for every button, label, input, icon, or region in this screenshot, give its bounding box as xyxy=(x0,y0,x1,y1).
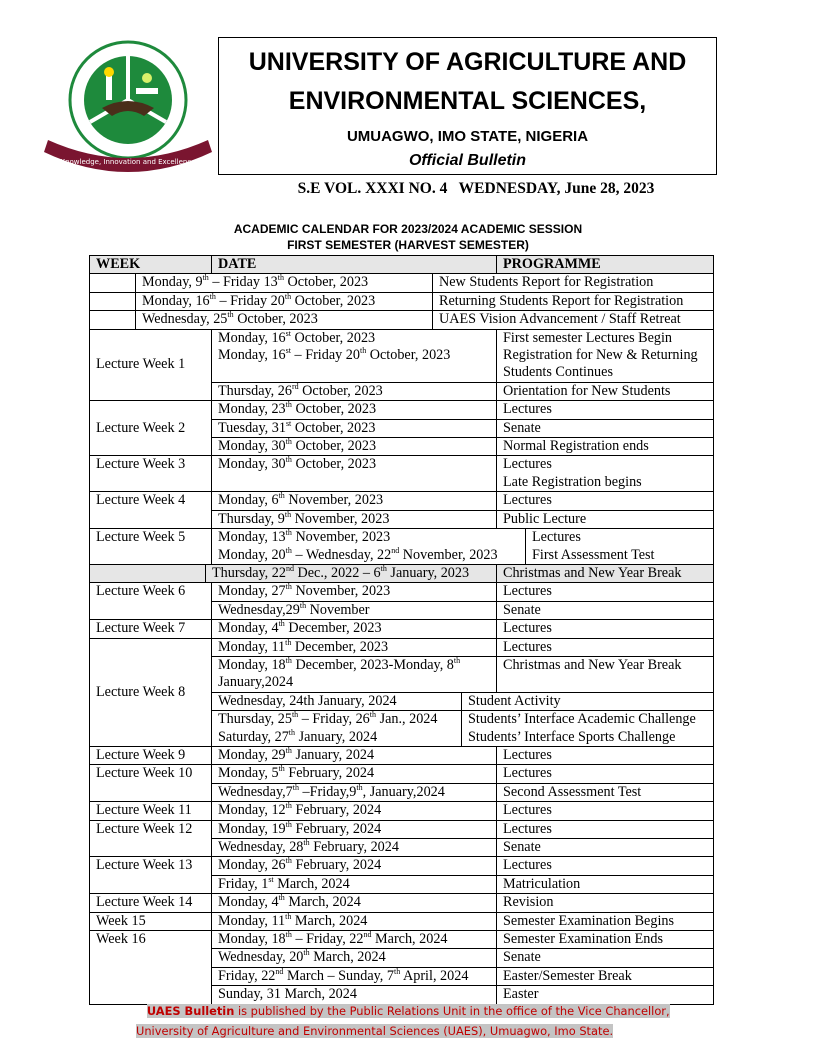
programme-cell xyxy=(497,839,714,857)
programme-cell xyxy=(497,565,714,583)
prog-line: Revision xyxy=(503,894,554,911)
date-cell xyxy=(212,784,497,802)
date-cell xyxy=(212,330,497,383)
date-line: Monday, 16th – Friday 20th October, 2023 xyxy=(142,292,376,309)
table-row xyxy=(212,529,714,565)
date-line: Monday, 11th December, 2023 xyxy=(218,638,389,655)
programme-cell xyxy=(497,511,714,529)
date-line: Monday, 20th – Wednesday, 22nd November, 2023 xyxy=(218,545,498,563)
calendar-group xyxy=(90,639,714,747)
table-row xyxy=(212,876,714,894)
programme-cell xyxy=(497,330,714,383)
programme-cell xyxy=(497,802,714,820)
date-line xyxy=(218,364,496,381)
table-row xyxy=(212,639,714,657)
prog-line: UAES Vision Advancement / Staff Retreat xyxy=(439,311,681,328)
programme-cell xyxy=(497,492,714,510)
table-row xyxy=(212,968,714,986)
programme-cell xyxy=(497,420,714,438)
date-cell xyxy=(212,693,462,711)
date-cell xyxy=(212,438,497,456)
date-cell xyxy=(212,913,497,931)
calendar-group xyxy=(90,857,714,894)
calendar-table xyxy=(89,255,714,1005)
prog-line: Returning Students Report for Registration xyxy=(439,292,684,309)
date-line: Monday, 16st October, 2023 xyxy=(218,329,376,346)
prog-line: Second Assessment Test xyxy=(503,783,642,800)
prog-line: Lectures xyxy=(503,456,552,473)
prog-line: Students Continues xyxy=(503,364,613,381)
week-label: Lecture Week 10 xyxy=(90,765,212,802)
date-line: Saturday, 27th January, 2024 xyxy=(218,727,378,745)
prog-line: Students’ Interface Sports Challenge xyxy=(468,728,676,745)
programme-cell xyxy=(433,311,714,329)
date-line: Monday, 9th – Friday 13th October, 2023 xyxy=(142,274,369,291)
table-row xyxy=(212,438,714,456)
date-line: Monday, 6th November, 2023 xyxy=(218,492,384,509)
title-line-2: ENVIRONMENTAL SCIENCES, xyxy=(288,87,647,115)
table-row xyxy=(212,931,714,949)
prog-line: New Students Report for Registration xyxy=(439,274,654,291)
calendar-group xyxy=(90,456,714,492)
date-line: Thursday, 26rd October, 2023 xyxy=(218,382,383,399)
prog-line: Lectures xyxy=(532,529,581,546)
date-cell xyxy=(212,857,497,875)
week-label: Lecture Week 5 xyxy=(90,529,212,565)
date-cell xyxy=(212,839,497,857)
prog-line: Lectures xyxy=(503,857,552,874)
programme-cell xyxy=(497,894,714,912)
prog-line: First semester Lectures Begin xyxy=(503,329,673,346)
calendar-subheading: FIRST SEMESTER (HARVEST SEMESTER) xyxy=(287,238,529,252)
prog-line: Lectures xyxy=(503,492,552,509)
week-label xyxy=(90,293,136,311)
programme-cell xyxy=(497,456,714,492)
prog-line: Matriculation xyxy=(503,875,581,892)
issue-line: S.E VOL. XXXI NO. 4 WEDNESDAY, June 28, 2023 xyxy=(297,180,655,197)
date-cell xyxy=(212,747,497,765)
week-label: Lecture Week 7 xyxy=(90,620,212,638)
calendar-group xyxy=(90,821,714,858)
programme-cell xyxy=(497,949,714,967)
programme-cell xyxy=(497,583,714,601)
date-line: Monday, 12th February, 2024 xyxy=(218,802,382,819)
calendar-group xyxy=(90,765,714,802)
table-row xyxy=(212,747,714,765)
prog-line: Semester Examination Begins xyxy=(503,912,675,929)
programme-cell xyxy=(497,765,714,783)
programme-cell xyxy=(433,293,714,311)
programme-cell xyxy=(462,693,714,711)
calendar-group xyxy=(90,330,714,402)
table-row xyxy=(212,821,714,839)
table-row xyxy=(212,857,714,875)
date-cell xyxy=(212,876,497,894)
prog-line: Christmas and New Year Break xyxy=(503,564,682,581)
calendar-group xyxy=(90,802,714,820)
prog-line: Senate xyxy=(503,601,541,618)
prog-line: Students’ Interface Academic Challenge xyxy=(468,711,696,728)
calendar-group xyxy=(90,583,714,620)
week-label: Lecture Week 6 xyxy=(90,583,212,620)
date-line: Monday, 29th January, 2024 xyxy=(218,746,375,763)
table-row xyxy=(212,492,714,510)
calendar-group xyxy=(90,293,714,311)
prog-line: Late Registration begins xyxy=(503,473,642,490)
date-cell xyxy=(212,401,497,419)
table-row xyxy=(212,839,714,857)
week-label: Lecture Week 12 xyxy=(90,821,212,858)
date-line: Monday, 16st – Friday 20th October, 2023 xyxy=(218,346,451,364)
calendar-group xyxy=(90,565,714,583)
prog-line: Registration for New & Returning xyxy=(503,347,698,364)
date-cell xyxy=(212,968,497,986)
date-cell xyxy=(212,821,497,839)
footer-line1: is published by the Public Relations Unit in the office of the Vice Chancellor, xyxy=(234,1004,670,1018)
prog-line: Senate xyxy=(503,949,541,966)
table-row xyxy=(212,693,714,711)
week-label: Lecture Week 11 xyxy=(90,802,212,820)
table-row xyxy=(212,456,714,492)
date-line: Wednesday, 25th October, 2023 xyxy=(142,311,318,328)
calendar-group xyxy=(90,620,714,638)
programme-cell xyxy=(462,711,714,747)
calendar-group xyxy=(90,274,714,292)
title-line-1: UNIVERSITY OF AGRICULTURE AND xyxy=(248,48,687,76)
programme-cell xyxy=(497,784,714,802)
prog-line: Lectures xyxy=(503,638,552,655)
date-line: Monday, 4th December, 2023 xyxy=(218,620,382,637)
table-row xyxy=(212,657,714,693)
location: UMUAGWO, IMO STATE, NIGERIA xyxy=(346,128,589,145)
prog-line: Easter xyxy=(503,986,539,1003)
programme-cell xyxy=(433,274,714,292)
date-cell xyxy=(212,765,497,783)
date-line: Thursday, 25th – Friday, 26th Jan., 2024 xyxy=(218,711,438,728)
table-row xyxy=(212,330,714,383)
date-cell xyxy=(212,492,497,510)
programme-cell xyxy=(497,657,714,693)
date-line: Thursday, 9th November, 2023 xyxy=(218,510,390,527)
programme-cell xyxy=(526,529,714,565)
footer xyxy=(136,1001,670,1041)
programme-cell xyxy=(497,401,714,419)
date-cell xyxy=(212,657,497,693)
date-line: Monday, 4th March, 2024 xyxy=(218,894,361,911)
date-line: Monday, 26th February, 2024 xyxy=(218,857,382,874)
prog-line: Senate xyxy=(503,839,541,855)
calendar-group xyxy=(90,913,714,931)
week-label: Week 16 xyxy=(90,931,212,1005)
date-line: Tuesday, 31st October, 2023 xyxy=(218,419,376,436)
date-line: January,2024 xyxy=(218,674,294,691)
date-line: Friday, 1st March, 2024 xyxy=(218,875,350,892)
programme-cell xyxy=(497,383,714,401)
table-row xyxy=(212,383,714,401)
date-line: Wednesday, 24th January, 2024 xyxy=(218,692,397,709)
prog-line: Lectures xyxy=(503,401,552,418)
date-cell xyxy=(212,511,497,529)
week-label xyxy=(90,565,206,583)
table-row xyxy=(212,401,714,419)
date-cell xyxy=(212,639,497,657)
table-row xyxy=(212,511,714,529)
date-line: Monday, 18th – Friday, 22nd March, 2024 xyxy=(218,931,448,948)
table-row xyxy=(212,602,714,620)
header-week: WEEK xyxy=(90,256,212,274)
prog-line: Lectures xyxy=(503,620,552,637)
week-label: Lecture Week 8 xyxy=(90,639,212,747)
university-logo xyxy=(40,36,216,186)
date-cell xyxy=(136,311,433,329)
programme-cell xyxy=(497,931,714,949)
prog-line: Christmas and New Year Break xyxy=(503,656,682,673)
date-line: Monday, 27th November, 2023 xyxy=(218,583,391,600)
table-row xyxy=(212,802,714,820)
date-line: Monday, 30th October, 2023 xyxy=(218,456,377,473)
table-row xyxy=(212,765,714,783)
date-cell xyxy=(212,602,497,620)
bulletin-label: Official Bulletin xyxy=(408,152,527,169)
prog-line: First Assessment Test xyxy=(532,546,655,563)
masthead xyxy=(218,37,717,175)
programme-cell xyxy=(497,639,714,657)
date-line: Monday, 23th October, 2023 xyxy=(218,401,377,418)
prog-line: Public Lecture xyxy=(503,510,587,527)
week-label: Lecture Week 3 xyxy=(90,456,212,492)
date-line: Monday, 11th March, 2024 xyxy=(218,912,368,929)
date-cell xyxy=(212,583,497,601)
date-cell xyxy=(136,293,433,311)
date-cell xyxy=(212,949,497,967)
programme-cell xyxy=(497,821,714,839)
date-cell xyxy=(212,711,462,747)
date-line: Monday, 5th February, 2024 xyxy=(218,765,375,782)
date-line: Thursday, 22nd Dec., 2022 – 6th January, 2023 xyxy=(212,564,470,581)
week-label: Lecture Week 1 xyxy=(90,330,212,402)
programme-cell xyxy=(497,913,714,931)
programme-cell xyxy=(497,968,714,986)
date-line: Wednesday,7th –Friday,9th, January,2024 xyxy=(218,783,445,800)
table-header xyxy=(90,256,714,274)
week-label: Lecture Week 2 xyxy=(90,401,212,456)
calendar-group xyxy=(90,401,714,456)
calendar-group xyxy=(90,747,714,765)
date-cell xyxy=(212,529,526,565)
date-cell xyxy=(212,894,497,912)
programme-cell xyxy=(497,438,714,456)
footer-line2: University of Agriculture and Environmental Sciences (UAES), Umuagwo, Imo State. xyxy=(136,1024,614,1038)
date-cell xyxy=(212,420,497,438)
table-row xyxy=(212,420,714,438)
calendar-group xyxy=(90,894,714,912)
calendar-group xyxy=(90,529,714,565)
prog-line: Easter/Semester Break xyxy=(503,967,632,984)
date-line xyxy=(218,474,496,491)
date-cell xyxy=(212,620,497,638)
date-line: Sunday, 31 March, 2024 xyxy=(218,986,357,1003)
date-cell xyxy=(212,383,497,401)
programme-cell xyxy=(497,747,714,765)
date-line: Wednesday,29th November xyxy=(218,601,370,618)
week-label: Lecture Week 13 xyxy=(90,857,212,894)
table-row xyxy=(136,311,714,329)
date-line: Friday, 22nd March – Sunday, 7th April, 2024 xyxy=(218,967,469,984)
table-row xyxy=(212,583,714,601)
week-label: Lecture Week 9 xyxy=(90,747,212,765)
prog-line xyxy=(503,674,713,691)
date-line: Monday, 18th December, 2023-Monday, 8th xyxy=(218,656,461,673)
date-line: Wednesday, 28th February, 2024 xyxy=(218,839,399,855)
footer-brand: UAES Bulletin xyxy=(146,1004,235,1018)
date-cell xyxy=(212,802,497,820)
week-label xyxy=(90,274,136,292)
programme-cell xyxy=(497,602,714,620)
date-cell xyxy=(136,274,433,292)
calendar-group xyxy=(90,931,714,1005)
date-cell xyxy=(206,565,497,583)
programme-cell xyxy=(497,620,714,638)
prog-line: Student Activity xyxy=(468,692,561,709)
prog-line: Lectures xyxy=(503,765,552,782)
date-line: Wednesday, 20th March, 2024 xyxy=(218,949,386,966)
table-row xyxy=(136,293,714,311)
table-row xyxy=(212,894,714,912)
header-date: DATE xyxy=(212,256,497,274)
prog-line: Orientation for New Students xyxy=(503,382,671,399)
prog-line: Senate xyxy=(503,419,541,436)
table-row xyxy=(212,620,714,638)
calendar-group xyxy=(90,311,714,329)
prog-line: Semester Examination Ends xyxy=(503,931,663,948)
week-label xyxy=(90,311,136,329)
table-row xyxy=(136,274,714,292)
date-line: Monday, 19th February, 2024 xyxy=(218,820,382,837)
week-label: Week 15 xyxy=(90,913,212,931)
date-line: Monday, 30th October, 2023 xyxy=(218,438,377,455)
calendar-heading: ACADEMIC CALENDAR FOR 2023/2024 ACADEMIC SESSION xyxy=(233,222,583,236)
prog-line: Lectures xyxy=(503,583,552,600)
table-row xyxy=(212,711,714,747)
prog-line: Lectures xyxy=(503,746,552,763)
table-row xyxy=(212,784,714,802)
calendar-group xyxy=(90,492,714,529)
date-line: Monday, 13th November, 2023 xyxy=(218,529,391,546)
week-label: Lecture Week 14 xyxy=(90,894,212,912)
header-programme: PROGRAMME xyxy=(497,256,714,274)
table-row xyxy=(212,913,714,931)
logo-motto: Knowledge, Innovation and Excellence xyxy=(60,158,196,166)
prog-line: Normal Registration ends xyxy=(503,438,649,455)
table-row xyxy=(206,565,714,583)
programme-cell xyxy=(497,876,714,894)
week-label: Lecture Week 4 xyxy=(90,492,212,529)
prog-line: Lectures xyxy=(503,802,552,819)
prog-line: Lectures xyxy=(503,820,552,837)
date-cell xyxy=(212,931,497,949)
programme-cell xyxy=(497,857,714,875)
table-row xyxy=(212,949,714,967)
date-cell xyxy=(212,456,497,492)
